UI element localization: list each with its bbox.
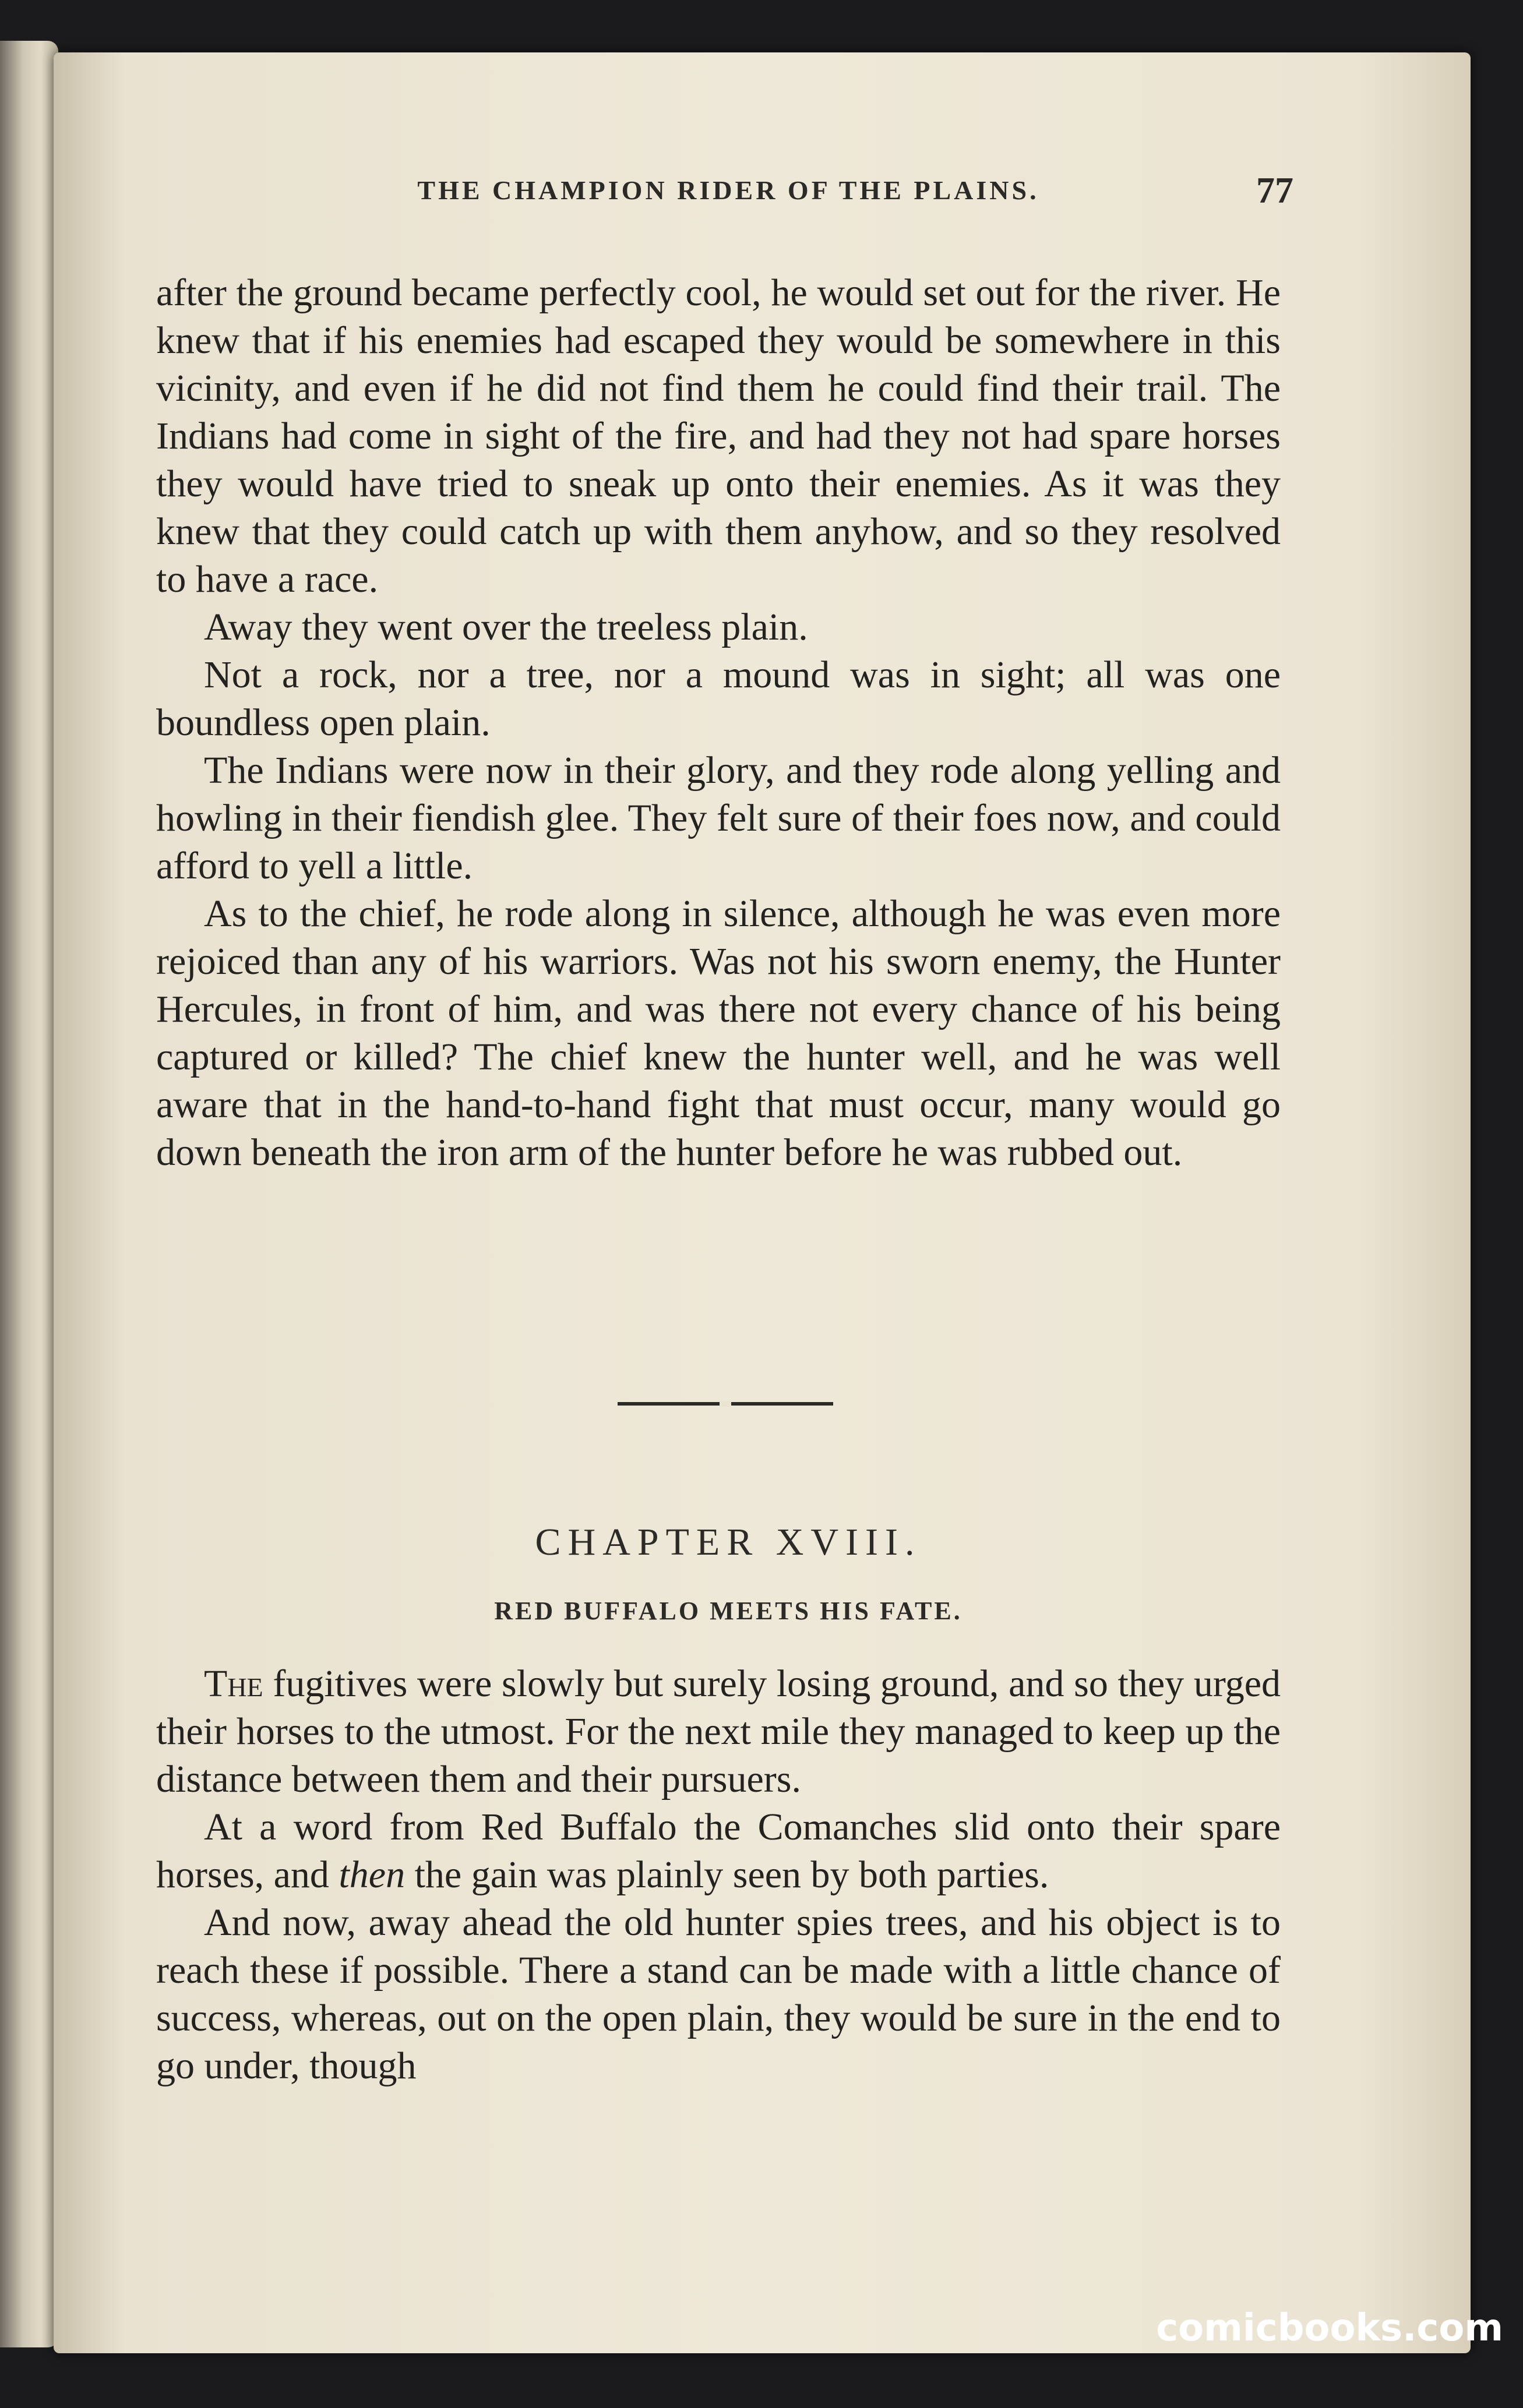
paragraph	[156, 1803, 1281, 1899]
paragraph: The Indians were now in their glory, and they rode along yelling and howling in their fiendish glee. They felt sure of their foes now, and could afford to yell a little.	[156, 749, 1281, 887]
watermark: comicbooks.com	[1156, 2307, 1503, 2350]
emphasis-text: then	[339, 1853, 406, 1896]
paragraph-text: At a word from Red Buffalo the Comanches slid onto their spare horses, and	[156, 1806, 1281, 1896]
section-divider	[618, 1402, 833, 1406]
opening-word: The	[204, 1662, 263, 1705]
paragraph: Not a rock, nor a tree, nor a mound was in sight; all was one boundless open plain.	[156, 654, 1281, 744]
paragraph: Away they went over the treeless plain.	[204, 606, 808, 648]
chapter-title: CHAPTER XVIII.	[535, 1521, 922, 1563]
body-text-bottom	[156, 1660, 1281, 2090]
paragraph: after the ground became perfectly cool, he would set out for the river. He knew that if his enemies had escaped they would be somewhere in this vicinity, and even if he did not find them he could find their trail. The Indians had come in sight of the fire, and had they not had spare horses they would have tried to sneak up onto their enemies. As it was they knew that they could catch up with them anyhow, and so they resolved to have a race.	[156, 271, 1281, 601]
paragraph: And now, away ahead the old hunter spies trees, and his object is to reach these if possible. There a stand can be made with a little chance of success, whereas, out on the open plain, they would be sure in the end to go under, though	[156, 1901, 1281, 2087]
running-head: THE CHAMPION RIDER OF THE PLAINS.	[417, 175, 1039, 205]
paragraph-text: the gain was plainly seen by both parties.	[405, 1853, 1049, 1896]
body-text-top	[156, 269, 1281, 1177]
facing-page-edge	[0, 41, 58, 2347]
chapter-subtitle: RED BUFFALO MEETS HIS FATE.	[494, 1597, 963, 1625]
paragraph: As to the chief, he rode along in silence, although he was even more rejoiced than any of his warriors. Was not his sworn enemy, the Hunter Hercules, in front of him, and was there not every chance of his being captured or killed? The chief knew the hunter well, and he was well aware that in the hand-to-hand fight that must occur, many would go down beneath the iron arm of the hunter before he was rubbed out.	[156, 892, 1281, 1174]
paragraph-text: fugitives were slowly but surely losing ground, and so they urged their horses to the utmost. For the next mile they managed to keep up the distance between them and their pursuers.	[156, 1662, 1281, 1800]
page-number: 77	[1256, 170, 1293, 211]
paragraph	[156, 1660, 1281, 1803]
